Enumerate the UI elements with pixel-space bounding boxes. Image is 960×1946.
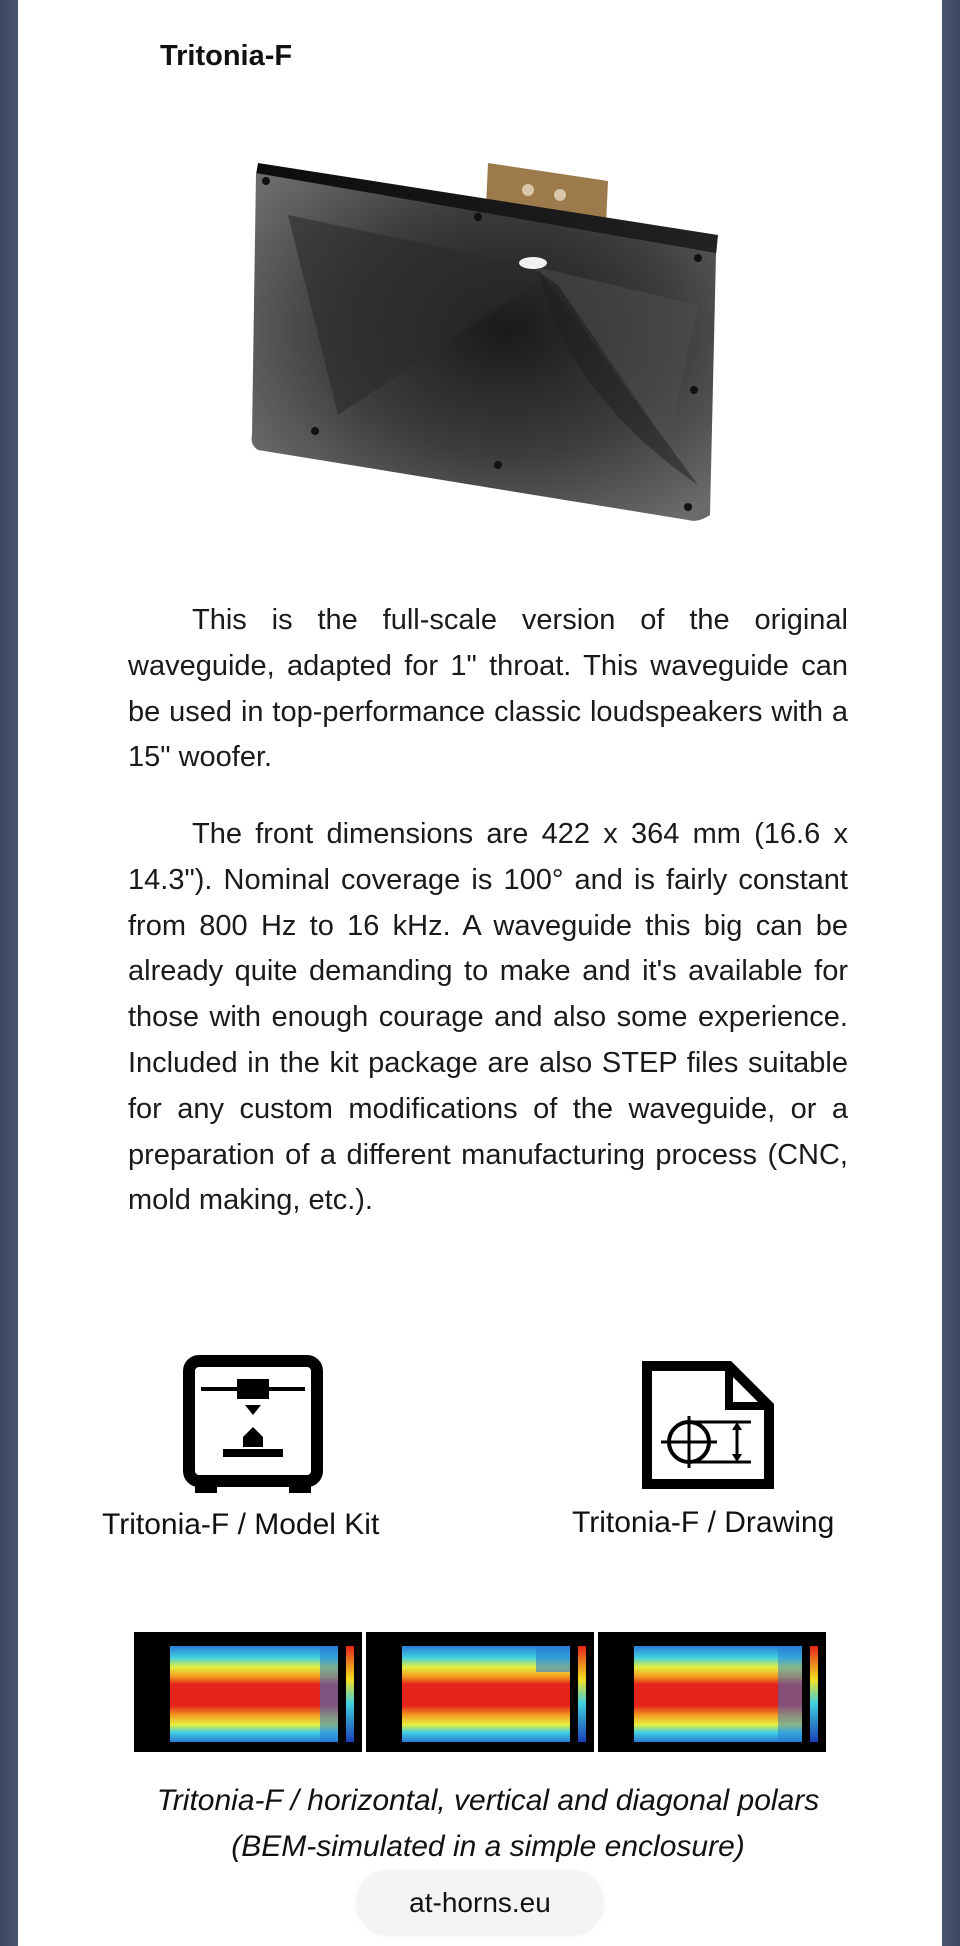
diagonal-polar-map[interactable] [598, 1632, 826, 1752]
intro-paragraph: This is the full-scale version of the original waveguide, adapted for 1" throat. This waveguide can be used in top-performance classic loudspeakers with a 15" woofer. [128, 604, 848, 774]
waveguide-image [228, 145, 728, 530]
page-title: Tritonia-F [160, 40, 293, 72]
model-kit-link[interactable]: Tritonia-F / Model Kit [102, 1508, 380, 1541]
drawing-document-icon[interactable] [641, 1360, 775, 1490]
browser-url-pill[interactable]: at-horns.eu [356, 1870, 604, 1936]
polars-caption-line1: Tritonia-F / horizontal, vertical and diagonal polars [156, 1784, 820, 1817]
page [18, 0, 942, 1946]
3d-printer-icon[interactable] [183, 1355, 323, 1495]
polars-caption [118, 1778, 858, 1870]
details-paragraph: The front dimensions are 422 x 364 mm (16.6 x 14.3"). Nominal coverage is 100° and is fairly constant from 800 Hz to 16 kHz. A waveguide this big can be already quite demanding to make and it's available for those with enough courage and also some experience. Included in the kit package are also STEP files suitable for any custom modifications of the waveguide, or a preparation of a different manufacturing process (CNC, mold making, etc.). [128, 818, 848, 1217]
drawing-link[interactable]: Tritonia-F / Drawing [572, 1506, 835, 1539]
horizontal-polar-map[interactable] [134, 1632, 362, 1752]
vertical-polar-map[interactable] [366, 1632, 594, 1752]
polars-caption-line2: (BEM-simulated in a simple enclosure) [231, 1830, 745, 1863]
